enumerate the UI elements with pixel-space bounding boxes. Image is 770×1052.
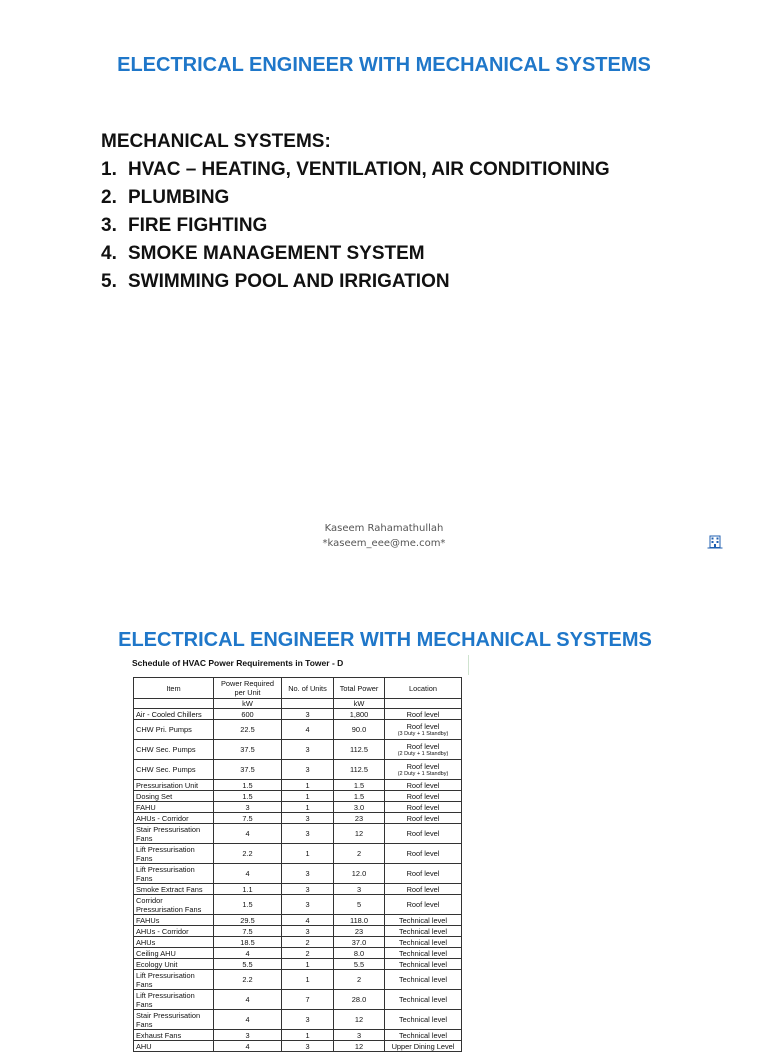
header-item: Item [134, 678, 214, 699]
location-cell [385, 864, 462, 884]
table-row [134, 760, 462, 780]
table-row [134, 959, 462, 970]
power-per-unit-cell: 29.5 [214, 915, 282, 926]
location-text: Technical level [398, 959, 448, 969]
item-cell: Lift Pressurisation Fans [134, 990, 214, 1010]
total-power-cell: 12 [334, 1041, 385, 1052]
total-power-cell: 3 [334, 1030, 385, 1041]
total-power-cell: 37.0 [334, 937, 385, 948]
list-item [101, 184, 610, 212]
units-count-cell: 1 [282, 970, 334, 990]
power-per-unit-cell: 4 [214, 1041, 282, 1052]
list-item [101, 240, 610, 268]
units-cell: kW [334, 699, 385, 709]
total-power-cell: 112.5 [334, 740, 385, 760]
table-row [134, 884, 462, 895]
table-row [134, 802, 462, 813]
location-text: Technical level [398, 1015, 448, 1024]
power-per-unit-cell: 1.1 [214, 884, 282, 895]
total-power-cell: 90.0 [334, 720, 385, 740]
header-total-power: Total Power [334, 678, 385, 699]
table-row [134, 844, 462, 864]
list-item-number: 1. [101, 159, 117, 180]
location-text: Technical level [398, 915, 448, 925]
location-text: Roof level [406, 791, 440, 801]
location-cell [385, 948, 462, 959]
item-cell: CHW Pri. Pumps [134, 720, 214, 740]
total-power-cell: 2 [334, 970, 385, 990]
power-per-unit-cell: 600 [214, 709, 282, 720]
total-power-cell: 2 [334, 844, 385, 864]
header-power-per-unit: Power Required per Unit [214, 678, 282, 699]
total-power-cell: 23 [334, 926, 385, 937]
units-count-cell: 3 [282, 824, 334, 844]
author-email: *kaseem_eee@me.com* [322, 538, 446, 549]
slide-2-title: ELECTRICAL ENGINEER WITH MECHANICAL SYSTEMS [118, 629, 652, 651]
power-per-unit-cell: 3 [214, 1030, 282, 1041]
total-power-cell: 112.5 [334, 760, 385, 780]
item-cell: Ecology Unit [134, 959, 214, 970]
location-text: Roof level [406, 709, 440, 719]
location-note: (2 Duty + 1 Standby) [397, 770, 449, 777]
total-power-cell: 28.0 [334, 990, 385, 1010]
units-count-cell: 3 [282, 813, 334, 824]
units-count-cell: 1 [282, 959, 334, 970]
mechanical-systems-list [101, 128, 610, 296]
power-per-unit-cell: 7.5 [214, 926, 282, 937]
item-cell: Stair Pressurisation Fans [134, 824, 214, 844]
table-row [134, 937, 462, 948]
units-count-cell: 2 [282, 948, 334, 959]
location-text: Roof level [406, 813, 440, 823]
item-cell: FAHU [134, 802, 214, 813]
table-units-row [134, 699, 462, 709]
power-per-unit-cell: 22.5 [214, 720, 282, 740]
location-text: Roof level [406, 721, 440, 731]
table-row [134, 780, 462, 791]
list-item [101, 268, 610, 296]
table-row [134, 740, 462, 760]
author-name: Kaseem Rahamathullah [324, 523, 444, 534]
table-row [134, 791, 462, 802]
location-cell [385, 844, 462, 864]
list-item-text: SWIMMING POOL AND IRRIGATION [128, 271, 450, 292]
location-cell [385, 720, 462, 740]
item-cell: AHUs - Corridor [134, 813, 214, 824]
location-text: Roof level [406, 802, 440, 812]
units-count-cell: 3 [282, 884, 334, 895]
list-item [101, 156, 610, 184]
location-text: Roof level [406, 869, 440, 878]
item-cell: AHU [134, 1041, 214, 1052]
power-per-unit-cell: 4 [214, 948, 282, 959]
item-cell: FAHUs [134, 915, 214, 926]
item-cell: Ceiling AHU [134, 948, 214, 959]
location-text: Roof level [406, 761, 440, 771]
units-count-cell: 3 [282, 760, 334, 780]
units-count-cell: 1 [282, 780, 334, 791]
units-cell: kW [214, 699, 282, 709]
power-per-unit-cell: 5.5 [214, 959, 282, 970]
location-cell [385, 937, 462, 948]
item-cell: CHW Sec. Pumps [134, 740, 214, 760]
power-per-unit-cell: 4 [214, 990, 282, 1010]
units-count-cell: 3 [282, 864, 334, 884]
table-row [134, 864, 462, 884]
total-power-cell: 1.5 [334, 791, 385, 802]
units-count-cell: 3 [282, 740, 334, 760]
item-cell: Pressurisation Unit [134, 780, 214, 791]
units-count-cell: 1 [282, 844, 334, 864]
units-count-cell: 1 [282, 802, 334, 813]
total-power-cell: 8.0 [334, 948, 385, 959]
units-count-cell: 3 [282, 709, 334, 720]
author-credit [0, 521, 768, 551]
list-item-text: HVAC – HEATING, VENTILATION, AIR CONDITIONING [128, 159, 610, 180]
power-per-unit-cell: 4 [214, 824, 282, 844]
table-row [134, 895, 462, 915]
units-count-cell: 4 [282, 720, 334, 740]
location-text: Roof level [406, 884, 440, 894]
location-note: (2 Duty + 1 Standby) [397, 750, 449, 757]
location-cell [385, 740, 462, 760]
item-cell: Smoke Extract Fans [134, 884, 214, 895]
list-item-number: 3. [101, 215, 117, 236]
list-item [101, 212, 610, 240]
units-count-cell: 3 [282, 895, 334, 915]
location-cell [385, 895, 462, 915]
list-item-text: SMOKE MANAGEMENT SYSTEM [128, 243, 425, 264]
location-text: Technical level [398, 937, 448, 947]
location-cell [385, 813, 462, 824]
location-cell [385, 1030, 462, 1041]
units-cell [282, 699, 334, 709]
table-row [134, 915, 462, 926]
table-caption: Schedule of HVAC Power Requirements in Tower - D [132, 658, 344, 668]
item-cell: Corridor Pressurisation Fans [134, 895, 214, 915]
units-count-cell: 3 [282, 926, 334, 937]
location-cell [385, 709, 462, 720]
list-item-text: PLUMBING [128, 187, 230, 208]
power-per-unit-cell: 1.5 [214, 895, 282, 915]
total-power-cell: 23 [334, 813, 385, 824]
total-power-cell: 12 [334, 824, 385, 844]
hvac-schedule-image [126, 655, 468, 1051]
units-count-cell: 1 [282, 1030, 334, 1041]
table-row [134, 1030, 462, 1041]
list-item-number: 5. [101, 271, 117, 292]
units-count-cell: 1 [282, 791, 334, 802]
table-row [134, 990, 462, 1010]
item-cell: Lift Pressurisation Fans [134, 864, 214, 884]
total-power-cell: 12.0 [334, 864, 385, 884]
units-cell [134, 699, 214, 709]
total-power-cell: 5 [334, 895, 385, 915]
units-cell [385, 699, 462, 709]
power-per-unit-cell: 7.5 [214, 813, 282, 824]
table-header-row [134, 678, 462, 699]
list-heading: MECHANICAL SYSTEMS: [101, 131, 331, 152]
location-text: Roof level [406, 741, 440, 751]
total-power-cell: 1,800 [334, 709, 385, 720]
location-cell [385, 802, 462, 813]
table-row [134, 1041, 462, 1052]
units-count-cell: 7 [282, 990, 334, 1010]
table-row [134, 720, 462, 740]
item-cell: Air - Cooled Chillers [134, 709, 214, 720]
table-body [134, 709, 462, 1052]
item-cell: Lift Pressurisation Fans [134, 970, 214, 990]
item-cell: Stair Pressurisation Fans [134, 1010, 214, 1030]
table-row [134, 948, 462, 959]
item-cell: CHW Sec. Pumps [134, 760, 214, 780]
location-cell [385, 990, 462, 1010]
hvac-power-table [133, 677, 462, 1052]
power-per-unit-cell: 1.5 [214, 780, 282, 791]
location-cell [385, 791, 462, 802]
location-cell [385, 1041, 462, 1052]
location-text: Technical level [398, 975, 448, 984]
item-cell: AHUs [134, 937, 214, 948]
location-cell [385, 884, 462, 895]
location-text: Roof level [406, 900, 440, 909]
location-cell [385, 1010, 462, 1030]
location-cell [385, 915, 462, 926]
location-text: Technical level [398, 1030, 448, 1040]
table-row [134, 824, 462, 844]
location-cell [385, 959, 462, 970]
list-item-number: 2. [101, 187, 117, 208]
units-count-cell: 4 [282, 915, 334, 926]
table-row [134, 813, 462, 824]
location-cell [385, 970, 462, 990]
location-text: Roof level [406, 829, 440, 838]
location-text: Upper Dining Level [391, 1041, 455, 1051]
power-per-unit-cell: 2.2 [214, 844, 282, 864]
units-count-cell: 3 [282, 1010, 334, 1030]
power-per-unit-cell: 2.2 [214, 970, 282, 990]
location-text: Roof level [406, 849, 440, 858]
power-per-unit-cell: 18.5 [214, 937, 282, 948]
units-count-cell: 3 [282, 1041, 334, 1052]
location-cell [385, 926, 462, 937]
item-cell: Exhaust Fans [134, 1030, 214, 1041]
location-cell [385, 760, 462, 780]
power-per-unit-cell: 37.5 [214, 760, 282, 780]
item-cell: Dosing Set [134, 791, 214, 802]
table-row [134, 1010, 462, 1030]
power-per-unit-cell: 4 [214, 1010, 282, 1030]
location-text: Technical level [398, 995, 448, 1004]
location-cell [385, 824, 462, 844]
total-power-cell: 3.0 [334, 802, 385, 813]
header-no-of-units: No. of Units [282, 678, 334, 699]
location-text: Technical level [398, 948, 448, 958]
power-per-unit-cell: 4 [214, 864, 282, 884]
power-per-unit-cell: 1.5 [214, 791, 282, 802]
power-per-unit-cell: 37.5 [214, 740, 282, 760]
slide-1-title: ELECTRICAL ENGINEER WITH MECHANICAL SYSTEMS [117, 54, 651, 76]
table-row [134, 926, 462, 937]
list-item-number: 4. [101, 243, 117, 264]
table-row [134, 970, 462, 990]
item-cell: Lift Pressurisation Fans [134, 844, 214, 864]
total-power-cell: 5.5 [334, 959, 385, 970]
total-power-cell: 118.0 [334, 915, 385, 926]
location-text: Roof level [406, 780, 440, 790]
table-row [134, 709, 462, 720]
power-per-unit-cell: 3 [214, 802, 282, 813]
item-cell: AHUs - Corridor [134, 926, 214, 937]
header-location: Location [385, 678, 462, 699]
list-item-text: FIRE FIGHTING [128, 215, 268, 236]
total-power-cell: 3 [334, 884, 385, 895]
units-count-cell: 2 [282, 937, 334, 948]
location-cell [385, 780, 462, 791]
location-text: Technical level [398, 926, 448, 936]
total-power-cell: 12 [334, 1010, 385, 1030]
total-power-cell: 1.5 [334, 780, 385, 791]
location-note: (3 Duty + 1 Standby) [397, 730, 449, 737]
building-icon[interactable] [707, 535, 723, 549]
